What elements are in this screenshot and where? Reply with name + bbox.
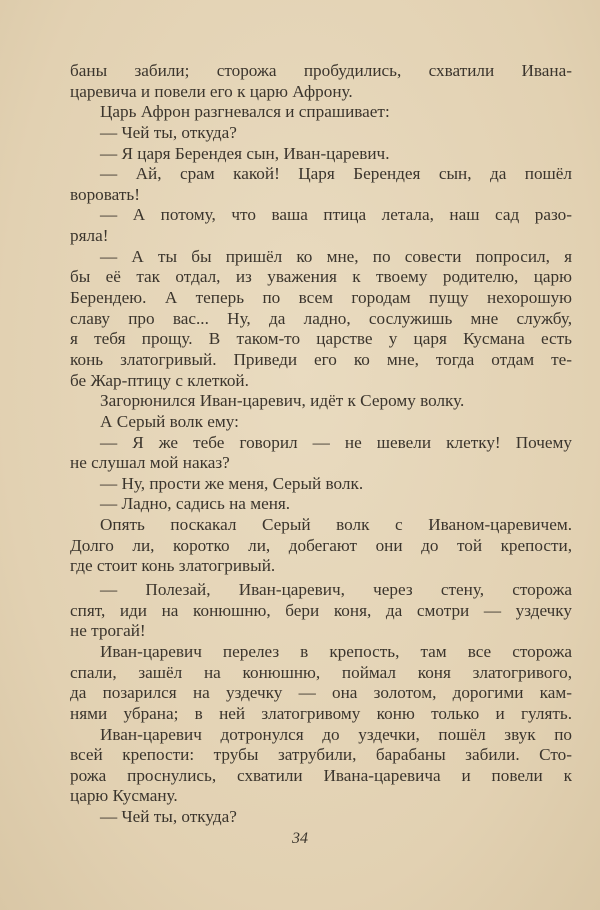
text-line: Берендею. А теперь по всем городам пущу нехорошую bbox=[70, 288, 572, 308]
text-line: — Я же тебе говорил — не шевели клетку! Почему bbox=[100, 432, 572, 452]
text-line: баны забили; сторожа пробудились, схватили Ивана- bbox=[70, 61, 572, 80]
text-line: Долго ли, коротко ли, добегают они до той крепости, bbox=[70, 535, 572, 555]
text-line: бе Жар-птицу с клеткой. bbox=[70, 370, 249, 390]
text-line: не трогай! bbox=[70, 621, 146, 641]
text-line: рожа проснулись, схватили Ивана-царевича и повели к bbox=[70, 765, 572, 785]
text-line: — А потому, что ваша птица летала, наш сад разо- bbox=[100, 205, 572, 225]
text-line: — Ну, прости же меня, Серый волк. bbox=[100, 473, 364, 493]
text-line: спят, иди на конюшню, бери коня, да смотри — уздечку bbox=[70, 600, 572, 620]
text-line: воровать! bbox=[70, 184, 140, 204]
text-line: где стоит конь златогривый. bbox=[70, 556, 276, 576]
text-line: Опять поскакал Серый волк с Иваном-царевичем. bbox=[100, 515, 572, 535]
text-line: славу про вас... Ну, да ладно, сослужишь мне службу, bbox=[70, 308, 572, 328]
page-text bbox=[70, 61, 572, 828]
text-line: Царь Афрон разгневался и спрашивает: bbox=[100, 102, 390, 122]
text-line: — А ты бы пришёл ко мне, по совести попросил, я bbox=[100, 246, 572, 266]
text-line: — Ладно, садись на меня. bbox=[100, 494, 291, 514]
text-line: да позарился на уздечку — она золотом, дорогими кам- bbox=[70, 683, 572, 703]
text-line: конь златогривый. Приведи его ко мне, тогда отдам те- bbox=[70, 349, 572, 369]
text-line: — Чей ты, откуда? bbox=[100, 807, 237, 827]
text-line: нями убрана; в ней златогривому коню только и гулять. bbox=[70, 703, 572, 723]
text-line: я тебя прощу. В таком-то царстве у царя Кусмана есть bbox=[70, 329, 572, 349]
text-line: спали, зашёл на конюшню, поймал коня златогривого, bbox=[70, 662, 572, 682]
text-line: Иван-царевич перелез в крепость, там все сторожа bbox=[100, 641, 572, 661]
page-number: 34 bbox=[292, 830, 308, 847]
text-line: царю Кусману. bbox=[70, 786, 178, 806]
text-line: Загорюнился Иван-царевич, идёт к Серому волку. bbox=[100, 391, 465, 411]
text-line: — Полезай, Иван-царевич, через стену, сторожа bbox=[100, 580, 572, 600]
text-line: не слушал мой наказ? bbox=[70, 453, 230, 473]
text-line: Иван-царевич дотронулся до уздечки, пошёл звук по bbox=[100, 724, 572, 744]
text-line: А Серый волк ему: bbox=[100, 411, 239, 431]
text-line: ряла! bbox=[70, 226, 109, 246]
text-line: бы её так отдал, из уважения к твоему родителю, царю bbox=[70, 267, 572, 287]
text-line: — Чей ты, откуда? bbox=[100, 122, 237, 142]
text-line: — Ай, срам какой! Царя Берендея сын, да пошёл bbox=[100, 164, 572, 184]
text-line: — Я царя Берендея сын, Иван-царевич. bbox=[100, 143, 390, 163]
text-line: всей крепости: трубы затрубили, барабаны забили. Сто- bbox=[70, 745, 572, 765]
text-line: царевича и повели его к царю Афрону. bbox=[70, 81, 353, 101]
